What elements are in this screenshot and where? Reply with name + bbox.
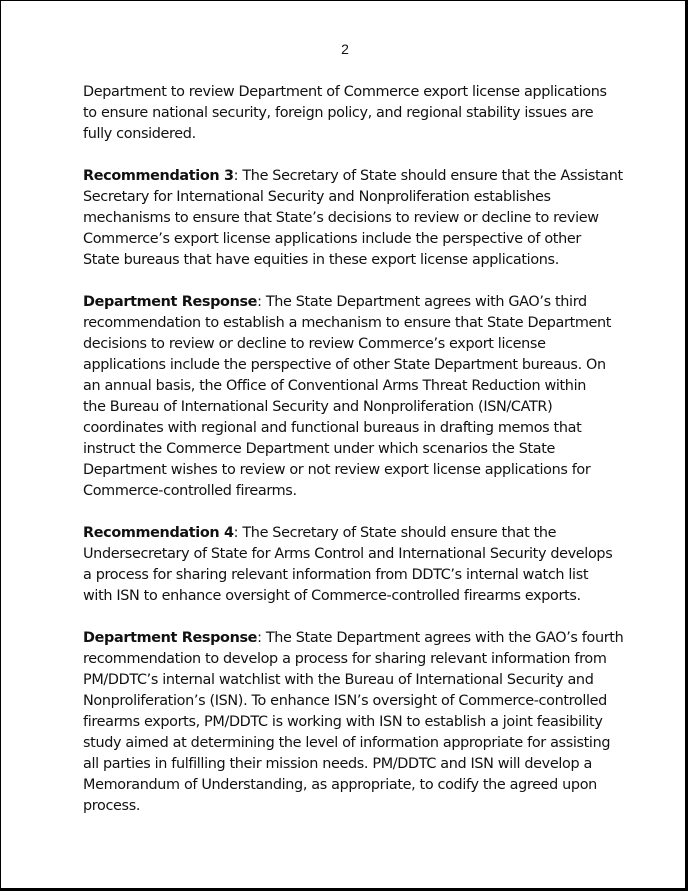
text-line: with ISN to enhance oversight of Commerce-controlled firearms exports. (83, 588, 581, 604)
text-line: applications include the perspective of other State Department bureaus. On (83, 357, 606, 373)
paragraph-response-3 (83, 292, 623, 502)
response-label: Department Response (83, 630, 258, 646)
recommendation-label: Recommendation 4 (83, 525, 234, 541)
text-line: recommendation to develop a process for sharing relevant information from (83, 651, 607, 667)
text-line: Commerce’s export license applications include the perspective of other (83, 231, 581, 247)
text-line: Secretary for International Security and Nonproliferation establishes (83, 189, 551, 205)
text-line: PM/DDTC’s internal watchlist with the Bureau of International Security and (83, 672, 594, 688)
text-line (83, 166, 623, 187)
text-run: : The Secretary of State should ensure that the Assistant (233, 168, 623, 184)
text-line: all parties in fulfilling their mission needs. PM/DDTC and ISN will develop a (83, 756, 592, 772)
text-line: process. (83, 798, 141, 814)
text-line: the Bureau of International Security and Nonproliferation (ISN/CATR) (83, 399, 553, 415)
text-line: coordinates with regional and functional bureaus in drafting memos that (83, 420, 582, 436)
text-line: Department to review Department of Commerce export license applications (83, 84, 607, 100)
page-number: 2 (341, 41, 349, 57)
text-line: State bureaus that have equities in these export license applications. (83, 252, 559, 268)
text-line: recommendation to establish a mechanism to ensure that State Department (83, 315, 612, 331)
text-line (83, 628, 623, 649)
text-line (83, 292, 623, 313)
text-line: Memorandum of Understanding, as appropriate, to codify the agreed upon (83, 777, 597, 793)
paragraph-recommendation-3 (83, 166, 623, 271)
text-line: Undersecretary of State for Arms Control and International Security develops (83, 546, 613, 562)
text-line: fully considered. (83, 126, 196, 142)
text-line: instruct the Commerce Department under which scenarios the State (83, 441, 556, 457)
text-run: : The State Department agrees with GAO’s third (257, 294, 587, 310)
text-run: : The Secretary of State should ensure that the (233, 525, 557, 541)
paragraph-continuation (83, 82, 623, 145)
paragraph-response-4 (83, 628, 623, 817)
text-line: a process for sharing relevant information from DDTC’s internal watch list (83, 567, 589, 583)
text-line: to ensure national security, foreign policy, and regional stability issues are (83, 105, 594, 121)
recommendation-label: Recommendation 3 (83, 168, 234, 184)
text-line: study aimed at determining the level of information appropriate for assisting (83, 735, 611, 751)
text-line: firearms exports, PM/DDTC is working with ISN to establish a joint feasibility (83, 714, 603, 730)
text-line: an annual basis, the Office of Conventional Arms Threat Reduction within (83, 378, 586, 394)
paragraph-recommendation-4 (83, 523, 623, 607)
text-line (83, 523, 623, 544)
document-body (83, 82, 623, 838)
text-line: Commerce-controlled firearms. (83, 483, 297, 499)
response-label: Department Response (83, 294, 258, 310)
text-line: Nonproliferation’s (ISN). To enhance ISN’s oversight of Commerce-controlled (83, 693, 607, 709)
text-line: Department wishes to review or not review export license applications for (83, 462, 591, 478)
text-line: mechanisms to ensure that State’s decisions to review or decline to review (83, 210, 599, 226)
text-run: : The State Department agrees with the GAO’s fourth (257, 630, 624, 646)
text-line: decisions to review or decline to review Commerce’s export license (83, 336, 546, 352)
